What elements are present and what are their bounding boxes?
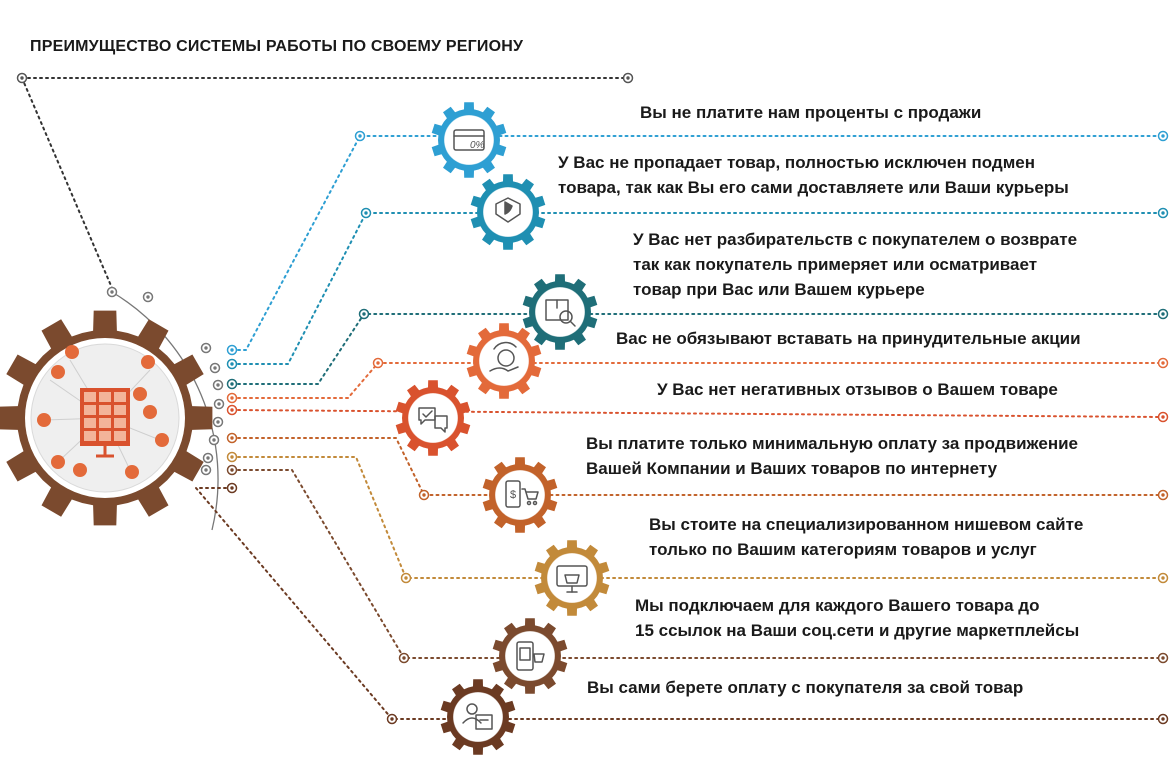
page-title: ПРЕИМУЩЕСТВО СИСТЕМЫ РАБОТЫ ПО СВОЕМУ РЕГИОНУ	[30, 38, 524, 55]
hub-port-8	[228, 466, 237, 475]
line-end-dot-3	[1159, 310, 1168, 319]
title-to-hub-line	[22, 78, 112, 288]
connector-node-6	[420, 491, 429, 500]
hub-arc-node	[202, 466, 211, 475]
connector-node-8	[400, 654, 409, 663]
hub-gear	[0, 311, 212, 526]
benefit-label-4: Вас не обязывают вставать на принудительные акции	[616, 329, 1081, 348]
title-rule-end-dot	[624, 74, 633, 83]
line-end-dot-2	[1159, 209, 1168, 218]
hub-node	[51, 455, 65, 469]
benefit-label-7: Вы стоите на специализированном нишевом сайте только по Вашим категориям товаров и услуг	[649, 515, 1084, 559]
hub-arc-node	[211, 364, 220, 373]
hub-node	[141, 355, 155, 369]
hub-arc-node	[214, 381, 223, 390]
box-search-gear	[523, 274, 598, 349]
hub-arc-node	[210, 436, 219, 445]
connector-node-2	[362, 209, 371, 218]
benefit-label-3: У Вас нет разбирательств с покупателем о возврате так как покупатель примеряет или осматривает товар при Вас или Вашем курьере	[633, 230, 1078, 299]
benefit-label-5: У Вас нет негативных отзывов о Вашем товаре	[657, 380, 1058, 399]
benefit-label-2: У Вас не пропадает товар, полностью исключен подмен товара, так как Вы его сами доставляете или Ваши курьеры	[558, 153, 1069, 197]
hub-node	[143, 405, 157, 419]
connector-line-5	[232, 410, 1160, 417]
hub-node	[125, 465, 139, 479]
title-rule-start-dot	[18, 74, 27, 83]
svg-text:$: $	[510, 489, 517, 501]
svg-text:0%: 0%	[470, 140, 485, 151]
hub-node	[37, 413, 51, 427]
hub-arc-node	[108, 288, 117, 297]
chat-bubbles-gear	[396, 380, 471, 455]
hub-arc-node	[215, 400, 224, 409]
connector-node-3	[360, 310, 369, 319]
benefit-label-1: Вы не платите нам проценты с продажи	[640, 103, 982, 122]
connector-node-4	[374, 359, 383, 368]
hub-node	[73, 463, 87, 477]
hub-arc-node	[144, 293, 153, 302]
line-end-dot-6	[1159, 491, 1168, 500]
hub-port-2	[228, 360, 237, 369]
hub-node	[65, 345, 79, 359]
hub-node	[155, 433, 169, 447]
benefit-label-9: Вы сами берете оплату с покупателя за свой товар	[587, 678, 1024, 697]
benefit-label-8: Мы подключаем для каждого Вашего товара до 15 ссылок на Ваши соц.сети и другие маркетплейсы	[635, 596, 1080, 640]
hub-port-4	[228, 394, 237, 403]
monitor-basket-gear	[535, 540, 610, 615]
line-end-dot-9	[1159, 715, 1168, 724]
line-end-dot-7	[1159, 574, 1168, 583]
hub-port-6	[228, 434, 237, 443]
connector-node-7	[402, 574, 411, 583]
hub-port-7	[228, 453, 237, 462]
hub-arc-node	[214, 418, 223, 427]
hub-arc-node	[202, 344, 211, 353]
line-end-dot-5	[1159, 413, 1168, 422]
hand-globe-gear	[467, 323, 542, 398]
line-end-dot-4	[1159, 359, 1168, 368]
connector-node-9	[388, 715, 397, 724]
line-end-dot-1	[1159, 132, 1168, 141]
hub-node	[133, 387, 147, 401]
connector-node-1	[356, 132, 365, 141]
cashier-gear	[441, 679, 516, 754]
hub-port-1	[228, 346, 237, 355]
line-end-dot-8	[1159, 654, 1168, 663]
hub-port-9	[228, 484, 237, 493]
percent-card-gear	[432, 102, 507, 177]
hub-arc-node	[204, 454, 213, 463]
hub-node	[51, 365, 65, 379]
hub-port-5	[228, 406, 237, 415]
benefit-label-6: Вы платите только минимальную оплату за продвижение Вашей Компании и Ваших товаров по интернету	[586, 434, 1078, 478]
hub-port-3	[228, 380, 237, 389]
analytics-dashboard-icon	[80, 388, 130, 456]
